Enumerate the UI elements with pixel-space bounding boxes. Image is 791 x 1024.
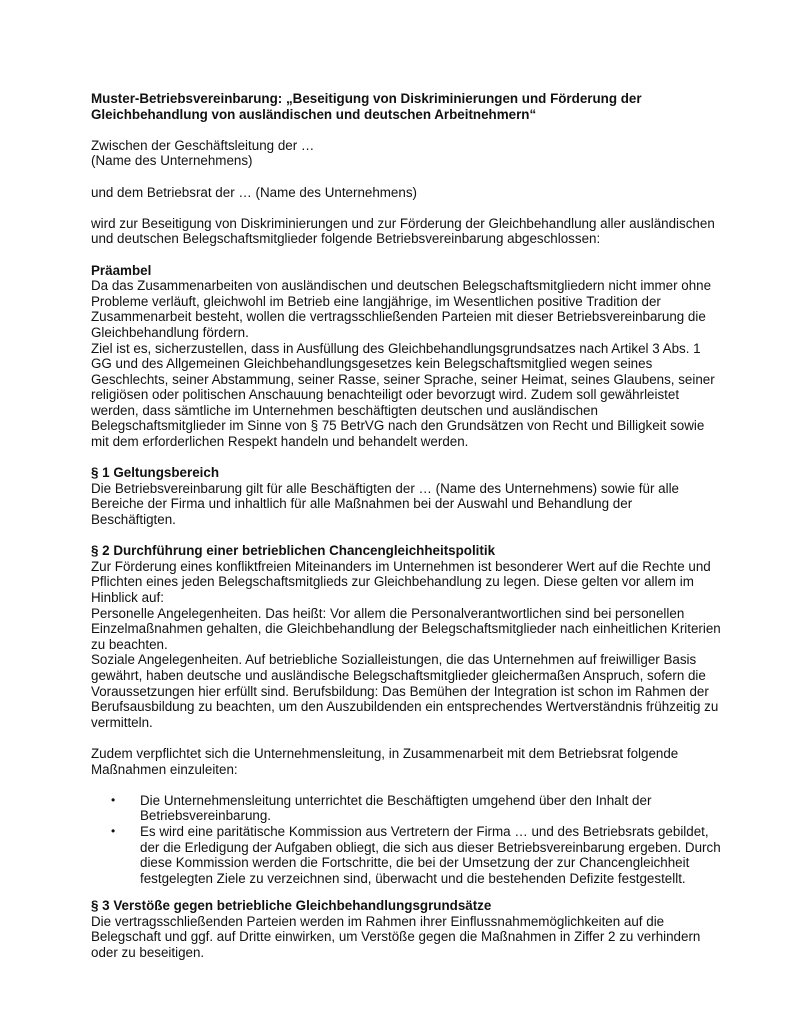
preamble-line: Geschlechts, seiner Abstammung, seiner Rasse, seiner Sprache, seiner Heimat, seines Glaubens, seiner — [91, 371, 715, 387]
list-item — [111, 793, 731, 824]
section-2-line: Soziale Angelegenheiten. Auf betriebliche Sozialleistungen, die das Unternehmen auf freiwilliger Basis — [91, 652, 697, 668]
document-page — [91, 91, 731, 961]
section-2-line: Pflichten eines jeden Belegschaftsmitglieds zur Gleichbehandlung zu legen. Diese gelten vor allem im — [91, 574, 694, 590]
section-2-line: vermitteln. — [91, 714, 153, 730]
parties-management — [91, 138, 731, 169]
section-2-line: zu beachten. — [91, 636, 168, 652]
section-1-line: Beschäftigten. — [91, 512, 176, 528]
preamble-line: mit dem erforderlichen Respekt handeln und behandelt werden. — [91, 434, 469, 450]
measure-line: festgelegten Ziele zu verzeichnen sind, überwacht und die bestehenden Defizite festgestellt. — [140, 870, 686, 886]
section-2-line: Personelle Angelegenheiten. Das heißt: Vor allem die Personalverantwortlichen sind bei personellen — [91, 605, 685, 621]
section-1-line: Die Betriebsvereinbarung gilt für alle Beschäftigten der … (Name des Unternehmens) sowie für alle — [91, 480, 679, 496]
measures-list — [91, 793, 731, 887]
section-2-line: Einzelmaßnahmen gehalten, die Gleichbehandlung der Belegschaftsmitglieder nach einheitlichen Kriterien — [91, 621, 721, 637]
intro-line: wird zur Beseitigung von Diskriminierungen und zur Förderung der Gleichbehandlung aller ausländischen — [91, 215, 715, 231]
preamble-line: Belegschaftsmitglieder im Sinne von § 75 BetrVG nach den Grundsätzen von Recht und Billigkeit sowie — [91, 418, 705, 434]
preamble-heading: Präambel — [91, 262, 152, 278]
preamble-line: Gleichbehandlung fördern. — [91, 324, 249, 340]
section-2-heading: § 2 Durchführung einer betrieblichen Chancengleichheitspolitik — [91, 543, 496, 559]
section-1-line: Bereiche der Firma und inhaltlich für alle Maßnahmen bei der Auswahl und Behandlung der — [91, 496, 633, 512]
section-2-line: Voraussetzungen hier erfüllt sind. Berufsbildung: Das Bemühen der Integration ist schon im Rahmen der — [91, 683, 709, 699]
section-1 — [91, 465, 731, 527]
section-3-heading: § 3 Verstöße gegen betriebliche Gleichbehandlungsgrundsätze — [91, 898, 492, 914]
preamble-line: Probleme verläuft, gleichwohl im Betrieb eine langjährige, im Wesentlichen positive Tradition der — [91, 293, 661, 309]
management-line: (Name des Unternehmens) — [91, 153, 253, 169]
measure-line: Betriebsvereinbarung. — [140, 808, 272, 824]
intro-paragraph — [91, 216, 731, 247]
intro-line: und deutschen Belegschaftsmitglieder folgende Betriebsvereinbarung abgeschlossen: — [91, 231, 601, 247]
preamble-line: GG und des Allgemeinen Gleichbehandlungsgesetzes kein Belegschaftsmitglied wegen seines — [91, 356, 653, 372]
works-council-line: und dem Betriebsrat der … (Name des Unternehmens) — [91, 184, 417, 200]
measure-line: der die Erledigung der Aufgaben obliegt, die sich aus dieser Betriebsvereinbarung ergeben. Durch — [140, 839, 721, 855]
bullet-icon: • — [111, 792, 116, 807]
section-1-heading: § 1 Geltungsbereich — [91, 465, 219, 481]
section-2-line: Hinblick auf: — [91, 590, 164, 605]
document-title — [91, 91, 731, 122]
measure-line: diese Kommission werden die Fortschritte, die bei der Umsetzung der zur Chancengleichheit — [140, 855, 690, 871]
section-3-line: Die vertragsschließenden Parteien werden im Rahmen ihrer Einflussnahmemöglichkeiten auf die — [91, 913, 665, 929]
preamble-line: Zusammenarbeit besteht, wollen die vertragsschließenden Parteien mit dieser Betriebsvereinbarung die — [91, 309, 706, 325]
section-2-line: Berufsausbildung zu beachten, um den Auszubildenden ein entsprechendes Wertverständnis frühzeitig zu — [91, 699, 719, 715]
preamble-line: religiösen oder politischen Anschauung benachteiligt oder bevorzugt wird. Zudem soll gewährleistet — [91, 387, 680, 403]
section-3-line: Belegschaft und ggf. auf Dritte einwirken, um Verstöße gegen die Maßnahmen in Ziffer 2 zu verhindern — [91, 929, 701, 945]
preamble-line: Da das Zusammenarbeiten von ausländischen und deutschen Belegschaftsmitgliedern nicht immer ohne — [91, 278, 712, 294]
section-3-line: oder zu beseitigen. — [91, 945, 205, 961]
measure-line: Die Unternehmensleitung unterrichtet die Beschäftigten umgehend über den Inhalt der — [140, 792, 652, 808]
section-2-line: gewährt, haben deutsche und ausländische Belegschaftsmitglieder gleichermaßen Anspruch, sofern die — [91, 667, 706, 683]
section-2 — [91, 543, 731, 886]
preamble-section — [91, 263, 731, 450]
title-line: Gleichbehandlung von ausländischen und deutschen Arbeitnehmern“ — [91, 106, 537, 122]
title-line: Muster-Betriebsvereinbarung: „Beseitigung von Diskriminierungen und Förderung der — [91, 91, 642, 106]
measure-line: Es wird eine paritätische Kommission aus Vertretern der Firma … und des Betriebsrats gebildet, — [140, 823, 709, 839]
bullet-icon: • — [111, 823, 116, 838]
parties-works-council — [91, 185, 731, 201]
management-line: Zwischen der Geschäftsleitung der … — [91, 137, 315, 153]
measures-intro-line: Zudem verpflichtet sich die Unternehmensleitung, in Zusammenarbeit mit dem Betriebsrat folgende — [91, 745, 679, 761]
section-2-line: Zur Förderung eines konfliktfreien Miteinanders im Unternehmen ist besonderer Wert auf die Rechte und — [91, 558, 711, 574]
section-3 — [91, 898, 731, 960]
preamble-line: Ziel ist es, sicherzustellen, dass in Ausfüllung des Gleichbehandlungsgrundsatzes nach Artikel 3 Abs. 1 — [91, 340, 701, 356]
measures-intro-line: Maßnahmen einzuleiten: — [91, 761, 238, 777]
list-item — [111, 824, 731, 886]
preamble-line: werden, dass sämtliche im Unternehmen beschäftigten deutschen und ausländischen — [91, 402, 598, 418]
